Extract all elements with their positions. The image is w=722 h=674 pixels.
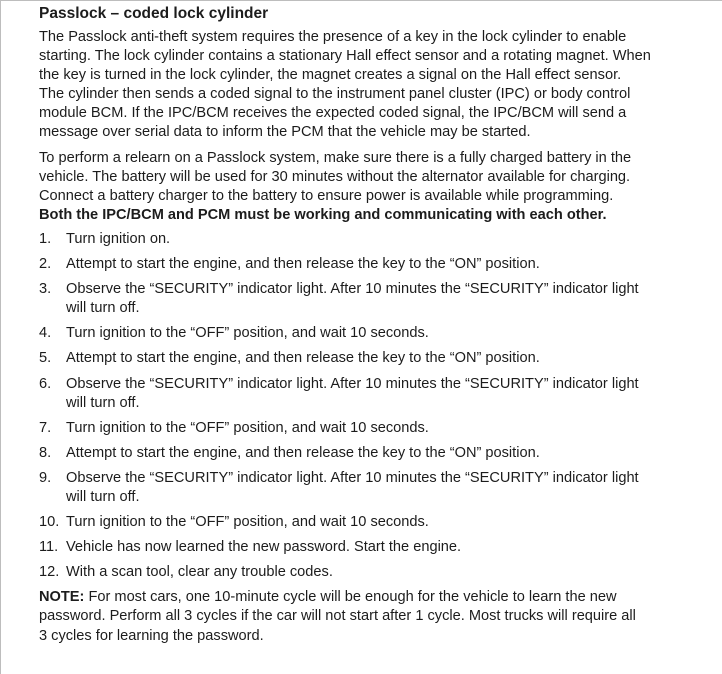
relearn-line: vehicle. The battery will be used for 30 minutes without the alternator available for charging. [39,168,631,185]
step-text: Observe the “SECURITY” indicator light. After 10 minutes the “SECURITY” indicator light [66,281,639,298]
step-text: Turn ignition to the “OFF” position, and wait 10 seconds. [66,514,429,531]
step-number: 10. [39,514,60,531]
step-number: 2. [39,256,52,273]
procedure-step [39,563,722,582]
note-line [39,588,722,607]
step-text: will turn off. [66,394,140,411]
procedure-step [39,513,722,532]
relearn-paragraph [39,149,722,225]
intro-line: The Passlock anti-theft system requires the presence of a key in the lock cylinder to enable [39,29,627,45]
note-line: password. Perform all 3 cycles if the car will not start after 1 cycle. Most trucks will require all [39,608,636,625]
step-number: 7. [39,419,52,436]
note-text: For most cars, one 10-minute cycle will be enough for the vehicle to learn the new [84,589,617,606]
section-title: Passlock – coded lock cylinder [39,5,269,22]
procedure-step [39,349,722,368]
note-label: NOTE: [39,589,85,606]
step-number: 11. [39,539,59,556]
step-number: 12. [39,564,60,581]
step-text: Attempt to start the engine, and then release the key to the “ON” position. [66,444,540,461]
step-text: Turn ignition on. [66,230,171,247]
procedure-step [39,280,722,318]
procedure-step [39,230,722,249]
intro-paragraph [39,28,722,143]
step-text: Observe the “SECURITY” indicator light. After 10 minutes the “SECURITY” indicator light [66,469,639,486]
procedure-step [39,469,722,507]
step-number: 1. [39,230,52,247]
step-text: will turn off. [66,300,140,317]
step-text: Turn ignition to the “OFF” position, and wait 10 seconds. [66,419,429,436]
step-number: 4. [39,325,52,342]
procedure-step [39,375,722,413]
intro-line: starting. The lock cylinder contains a stationary Hall effect sensor and a rotating magnet. When [39,48,651,65]
procedure-steps [39,230,722,582]
procedure-step [39,538,722,557]
intro-line: message over serial data to inform the PCM that the vehicle may be started. [39,124,531,141]
note-paragraph [39,588,722,645]
step-text: Attempt to start the engine, and then release the key to the “ON” position. [66,256,540,273]
step-text: Observe the “SECURITY” indicator light. After 10 minutes the “SECURITY” indicator light [66,375,639,392]
step-text: will turn off. [66,488,140,505]
step-text: Attempt to start the engine, and then release the key to the “ON” position. [66,350,540,367]
intro-line: the key is turned in the lock cylinder, the magnet creates a signal on the Hall effect sensor. [39,67,622,84]
note-line: 3 cycles for learning the password. [39,627,264,644]
step-number: 6. [39,375,52,392]
intro-line: module BCM. If the IPC/BCM receives the expected coded signal, the IPC/BCM will send a [39,105,627,122]
document-content [39,4,722,646]
procedure-step [39,419,722,438]
step-number: 8. [39,444,52,461]
procedure-step [39,255,722,274]
step-text: Turn ignition to the “OFF” position, and wait 10 seconds. [66,325,429,342]
intro-line: The cylinder then sends a coded signal to the instrument panel cluster (IPC) or body control [39,86,631,103]
step-number: 5. [39,350,52,367]
step-number: 9. [39,469,52,486]
step-text: Vehicle has now learned the new password. Start the engine. [66,539,462,556]
relearn-warning: Both the IPC/BCM and PCM must be working and communicating with each other. [39,206,607,223]
relearn-line: Connect a battery charger to the battery to ensure power is available while programming. [39,187,614,204]
procedure-step [39,444,722,463]
step-number: 3. [39,281,52,298]
relearn-line: To perform a relearn on a Passlock system, make sure there is a fully charged battery in the [39,149,632,166]
step-text: With a scan tool, clear any trouble codes. [66,564,333,581]
procedure-step [39,324,722,343]
